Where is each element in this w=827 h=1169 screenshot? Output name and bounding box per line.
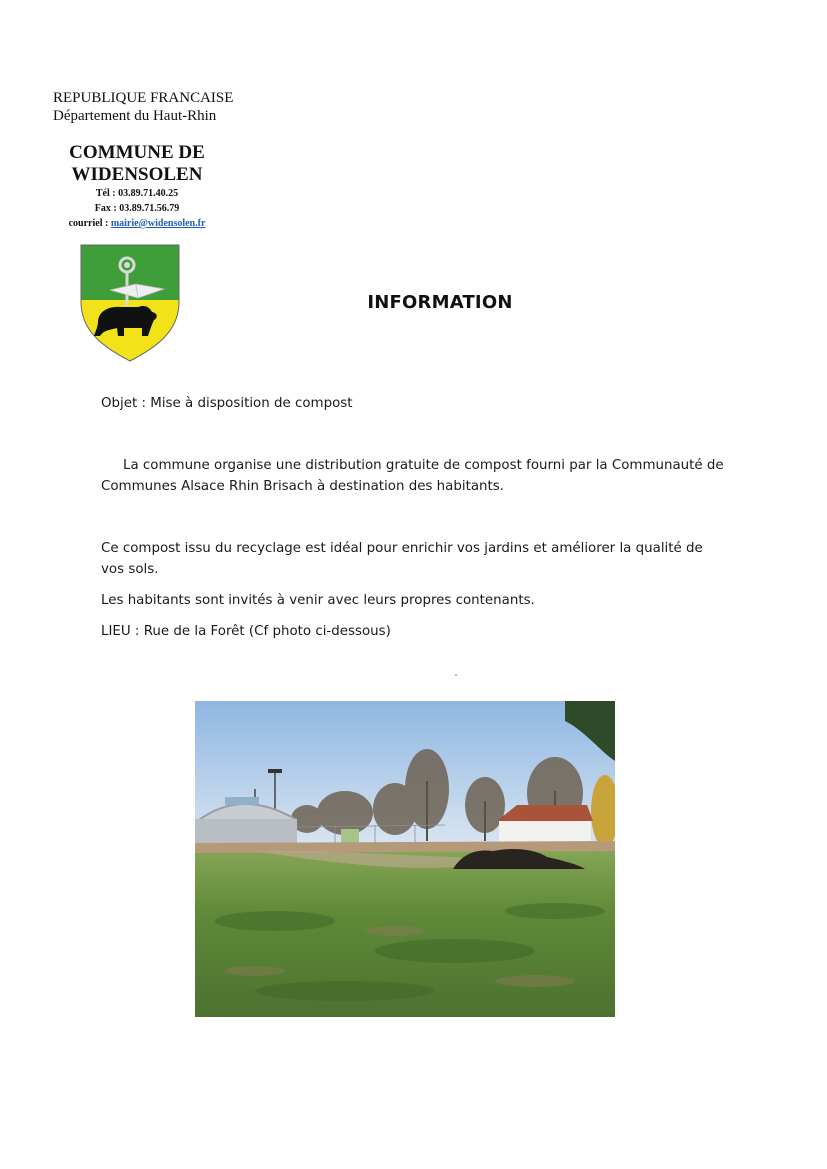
lieu-line: LIEU : Rue de la Forêt (Cf photo ci-dessous)	[101, 624, 391, 639]
compost-site-photo	[195, 701, 615, 1017]
compost-paragraph: Ce compost issu du recyclage est idéal pour enrichir vos jardins et améliorer la qualité de vos sols.	[101, 541, 703, 577]
coat-of-arms-icon	[80, 244, 180, 362]
scan-speck	[455, 674, 457, 676]
page-title: INFORMATION	[367, 292, 513, 313]
commune-title-line1: COMMUNE DE	[69, 142, 205, 163]
fax-number: Fax : 03.89.71.56.79	[94, 203, 180, 214]
email-link[interactable]: mairie@widensolen.fr	[110, 218, 206, 229]
objet-line: Objet : Mise à disposition de compost	[101, 396, 353, 411]
contact-block	[40, 186, 234, 231]
header-republique	[53, 89, 233, 125]
header-line-republique: REPUBLIQUE FRANCAISE	[53, 90, 234, 106]
header-line-departement: Département du Haut-Rhin	[53, 108, 217, 124]
phone-number: Tél : 03.89.71.40.25	[95, 188, 179, 199]
habitants-paragraph: Les habitants sont invités à venir avec leurs propres contenants.	[101, 593, 535, 608]
email-line	[40, 216, 234, 231]
intro-paragraph: La commune organise une distribution gratuite de compost fourni par la Communauté de Communes Alsace Rhin Brisach à destination des habitants.	[101, 458, 724, 494]
commune-title-line2: WIDENSOLEN	[71, 164, 203, 185]
email-label: courriel :	[68, 218, 111, 229]
commune-title	[50, 142, 224, 186]
